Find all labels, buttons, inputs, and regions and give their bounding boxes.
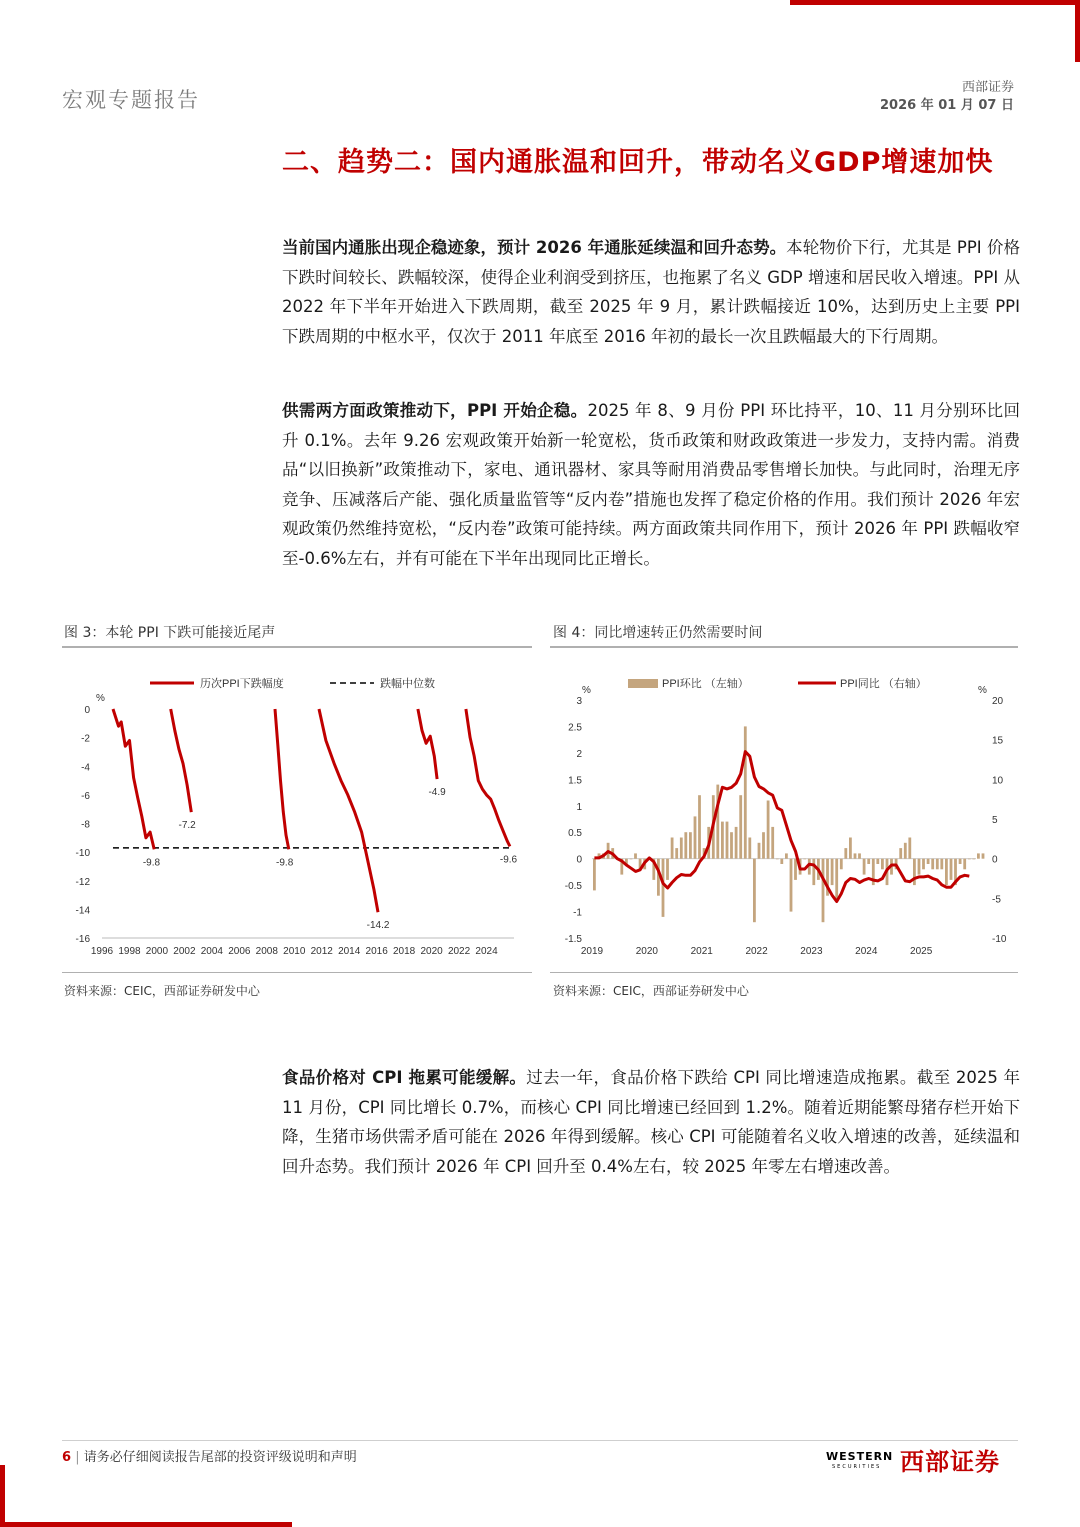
- paragraph-3-lead: 食品价格对 CPI 拖累可能缓解。: [282, 1068, 527, 1087]
- fig3-source: 资料来源：CEIC，西部证券研发中心: [64, 984, 260, 998]
- paragraph-1-lead: 当前国内通胀出现企稳迹象，预计 2026 年通胀延续温和回升态势。: [282, 238, 787, 257]
- paragraph-3-body: 过去一年，食品价格下跌给 CPI 同比增速造成拖累。截至 2025 年 11 月份，CPI 同比增长 0.7%，而核心 CPI 同比增速已经回到 1.2%。随着近期能繁母猪存栏开始下降，生猪市场供需矛盾可能在 2026 年得到缓解。核心 CPI 可能随着名义收入增速的改善，延续温和回升态势。我们预计 2026 年 CPI 回升至 0.4%左右，较 2025 年零左右增速改善。: [282, 1068, 1020, 1176]
- fig4-rule-top: [550, 646, 1018, 648]
- fig4-bar: [922, 859, 925, 870]
- firm-logo: [826, 1446, 1016, 1476]
- report-type: 宏观专题报告: [62, 88, 200, 112]
- fig3-data-label: -9.6: [499, 854, 518, 866]
- fig3-y-tick: -2: [81, 733, 90, 745]
- fig3-x-tick: 2006: [228, 946, 251, 957]
- fig4-bar: [675, 848, 678, 859]
- fig4-x-tick: 2021: [690, 946, 713, 957]
- footer-disclaimer: 6 | 请务必仔细阅读报告尾部的投资评级说明和声明: [62, 1450, 357, 1465]
- fig3-series-segment-5: [418, 709, 437, 779]
- section-title: 二、趋势二：国内通胀温和回升，带动名义GDP增速加快: [282, 147, 994, 178]
- fig4-legend-line: PPI同比 （右轴）: [840, 678, 927, 690]
- header-date: 2026 年 01 月 07 日: [880, 98, 1014, 113]
- fig4-bar: [739, 795, 742, 859]
- fig3-y-tick: 0: [84, 705, 90, 716]
- fig3-x-tick: 2022: [447, 946, 471, 957]
- fig4-title: 图 4：同比增速转正仍然需要时间: [553, 625, 763, 641]
- fig4-y-tick-right: -5: [992, 894, 1001, 906]
- fig4-bar: [776, 859, 779, 860]
- corner-decoration-top: [790, 0, 1080, 62]
- fig4-bar: [927, 859, 930, 864]
- fig3-y-tick: -14: [75, 905, 90, 917]
- fig3-title: 图 3：本轮 PPI 下跌可能接近尾声: [64, 625, 276, 641]
- fig4-y-unit-left: %: [582, 685, 591, 696]
- fig4-source: 资料来源：CEIC，西部证券研发中心: [553, 984, 749, 998]
- fig3-data-label: -9.8: [276, 857, 294, 869]
- paragraph-2: [282, 396, 1020, 573]
- fig4-bar: [771, 827, 774, 859]
- fig4-y-tick-left: 1.5: [568, 775, 582, 787]
- fig4-bar: [803, 859, 806, 860]
- fig4-bar: [831, 859, 834, 885]
- fig4-bar: [959, 859, 962, 864]
- paragraph-1: [282, 233, 1020, 351]
- fig4-bar: [790, 859, 793, 912]
- fig4-bar: [972, 859, 975, 860]
- fig4-bar: [977, 853, 980, 858]
- fig4-bar: [785, 853, 788, 858]
- fig3-data-label: -4.9: [428, 787, 446, 799]
- paragraph-3: [282, 1063, 1020, 1181]
- fig4-bar: [694, 816, 697, 858]
- fig4-bar: [918, 859, 921, 875]
- fig4-y-tick-right: 10: [992, 775, 1004, 787]
- fig3-series-segment-6: [466, 709, 510, 846]
- paragraph-1-body: 本轮物价下行，尤其是 PPI 价格下跌时间较长、跌幅较深，使得企业利润受到挤压，也拖累了名义 GDP 增速和居民收入增速。PPI 从 2022 年下半年开始进入下跌周期，截至 2025 年 9 月，累计跌幅接近 10%，达到历史上主要 PPI 下跌周期的中枢水平，仅次于 2011 年底至 2016 年初的最长一次且跌幅最大的下行周期。: [282, 238, 1020, 346]
- fig3-x-tick: 2018: [393, 946, 416, 957]
- fig4-y-tick-right: -10: [992, 934, 1007, 945]
- fig3-y-tick: -16: [75, 934, 90, 945]
- fig4-bar: [684, 832, 687, 858]
- fig3-x-tick: 1998: [118, 946, 141, 957]
- fig4-bar: [881, 859, 884, 870]
- fig3-x-tick: 2010: [283, 946, 306, 957]
- fig3-chart: [62, 650, 532, 970]
- fig4-bar: [854, 853, 857, 858]
- fig3-x-tick: 1996: [90, 946, 114, 957]
- fig4-bar: [822, 859, 825, 923]
- fig4-bar: [863, 859, 866, 875]
- fig4-bar: [730, 832, 733, 858]
- fig4-bar: [662, 859, 665, 917]
- fig4-bar: [726, 822, 729, 859]
- fig4-chart: [550, 650, 1018, 970]
- fig4-y-unit-right: %: [978, 685, 987, 696]
- fig4-bar: [680, 838, 683, 859]
- footer-rule: [62, 1440, 1018, 1441]
- fig4-bar: [762, 832, 765, 858]
- fig4-bar: [876, 859, 879, 864]
- fig3-y-tick: -4: [81, 762, 90, 774]
- fig4-x-tick: 2020: [635, 946, 658, 957]
- fig4-bar: [666, 859, 669, 880]
- fig3-x-tick: 2020: [420, 946, 443, 957]
- fig3-x-tick: 2000: [145, 946, 169, 957]
- fig3-data-label: -7.2: [178, 820, 196, 832]
- fig4-bar: [950, 859, 953, 880]
- fig4-bar: [630, 859, 633, 860]
- fig4-bar: [794, 859, 797, 880]
- fig3-rule-bottom: [62, 972, 532, 973]
- fig4-bar: [867, 859, 870, 864]
- paragraph-2-lead: 供需两方面政策推动下，PPI 开始企稳。: [282, 401, 588, 420]
- fig4-bar: [913, 859, 916, 885]
- header-firm: 西部证券: [961, 80, 1014, 95]
- fig4-y-tick-left: -1: [573, 907, 582, 919]
- fig4-bar: [634, 853, 637, 858]
- fig4-bar: [735, 827, 738, 859]
- fig4-x-tick: 2022: [745, 946, 768, 957]
- fig4-yoy-line: [594, 752, 969, 902]
- fig4-x-tick: 2023: [800, 946, 823, 957]
- fig4-y-tick-left: 2: [576, 748, 582, 760]
- fig4-bar: [835, 859, 838, 901]
- fig3-rule-top: [62, 646, 532, 648]
- fig3-legend-median: 跌幅中位数: [380, 678, 435, 690]
- fig4-y-tick-right: 5: [992, 815, 998, 826]
- fig4-y-tick-left: 0.5: [568, 828, 582, 840]
- fig3-legend: [150, 676, 435, 690]
- fig4-bar: [721, 822, 724, 859]
- fig4-bar: [963, 859, 966, 870]
- fig4-bar: [844, 848, 847, 859]
- fig4-bar: [812, 859, 815, 885]
- fig3-x-tick: 2016: [365, 946, 388, 957]
- corner-decoration-bottom: [0, 1465, 292, 1527]
- fig4-bar: [780, 859, 783, 864]
- fig4-bar: [689, 832, 692, 858]
- fig4-bar: [936, 859, 939, 870]
- fig3-legend-series: 历次PPI下跌幅度: [200, 678, 284, 690]
- logo-english: WESTERN: [826, 1450, 894, 1463]
- fig4-bar: [840, 859, 843, 870]
- fig3-y-tick: -6: [81, 790, 90, 802]
- fig4-y-tick-right: 15: [992, 735, 1004, 747]
- fig3-x-tick: 2012: [310, 946, 333, 957]
- fig3-x-tick: 2004: [200, 946, 223, 957]
- fig3-series-segment-2: [171, 709, 192, 812]
- logo-english-sub: SECURITIES: [832, 1464, 882, 1470]
- fig3-y-tick: -8: [81, 819, 90, 831]
- paragraph-2-body: 2025 年 8、9 月份 PPI 环比持平，10、11 月分别环比回升 0.1%。去年 9.26 宏观政策开始新一轮宽松，货币政策和财政政策进一步发力，支持内需。消费品“以旧换新”政策推动下，家电、通讯器材、家具等耐用消费品零售增长加快。与此同时，治理无序竞争、压减落后产能、强化质量监管等“反内卷”措施也发挥了稳定价格的作用。我们预计 2026 年宏观政策仍然维持宽松，“反内卷”政策可能持续。两方面政策共同作用下，预计 2026 年 PPI 跌幅收窄至-0.6%左右，并有可能在下半年出现同比正增长。: [282, 401, 1020, 568]
- fig4-bar: [945, 859, 948, 885]
- fig3-series-segment-3: [275, 709, 289, 849]
- fig4-x-tick: 2024: [855, 946, 878, 957]
- fig4-x-tick: 2025: [910, 946, 933, 957]
- fig4-bar: [982, 853, 985, 858]
- fig4-bar: [849, 838, 852, 859]
- fig4-legend-bar-swatch: [628, 679, 658, 688]
- fig4-bar: [931, 859, 934, 870]
- fig4-rule-bottom: [550, 972, 1018, 973]
- fig4-x-tick: 2019: [580, 946, 604, 957]
- fig4-bar: [744, 726, 747, 858]
- page-number: 6: [62, 1450, 72, 1465]
- fig4-bar: [758, 843, 761, 859]
- fig4-bar: [858, 853, 861, 858]
- fig4-legend-bars: PPI环比 （左轴）: [662, 678, 749, 690]
- fig4-bar: [753, 859, 756, 923]
- fig4-bar: [940, 859, 943, 870]
- fig4-y-tick-left: -1.5: [564, 934, 582, 945]
- fig3-series-segment-1: [113, 709, 154, 849]
- fig3-data-label: -9.8: [142, 857, 161, 869]
- fig4-y-tick-left: 2.5: [568, 722, 582, 734]
- fig4-bar: [908, 838, 911, 859]
- fig3-series-segment-4: [319, 709, 378, 912]
- footer-text: 请务必仔细阅读报告尾部的投资评级说明和声明: [83, 1450, 357, 1465]
- fig3-x-tick: 2002: [173, 946, 196, 957]
- fig4-bar: [671, 838, 674, 859]
- fig3-data-label: -14.2: [366, 920, 390, 932]
- fig3-x-tick: 2008: [255, 946, 278, 957]
- fig3-y-tick: -12: [75, 876, 90, 888]
- fig4-bar: [593, 859, 596, 891]
- fig4-y-tick-left: -0.5: [564, 881, 582, 893]
- fig3-y-unit: %: [96, 693, 105, 704]
- fig4-legend: [628, 676, 927, 690]
- fig4-y-tick-left: 0: [576, 854, 582, 866]
- fig4-bar: [698, 795, 701, 859]
- fig4-y-tick-left: 3: [576, 696, 582, 707]
- fig4-bar: [904, 843, 907, 859]
- fig3-x-tick: 2014: [338, 946, 361, 957]
- fig4-y-tick-right: 20: [992, 696, 1004, 707]
- logo-chinese: 西部证券: [900, 1448, 1000, 1476]
- fig3-x-tick: 2024: [475, 946, 498, 957]
- fig3-y-tick: -10: [75, 848, 90, 860]
- fig4-bar: [899, 848, 902, 859]
- fig4-bar: [968, 859, 971, 860]
- fig4-bar: [748, 838, 751, 859]
- fig4-y-tick-right: 0: [992, 854, 998, 866]
- fig4-bar: [767, 801, 770, 859]
- fig4-y-tick-left: 1: [576, 801, 582, 813]
